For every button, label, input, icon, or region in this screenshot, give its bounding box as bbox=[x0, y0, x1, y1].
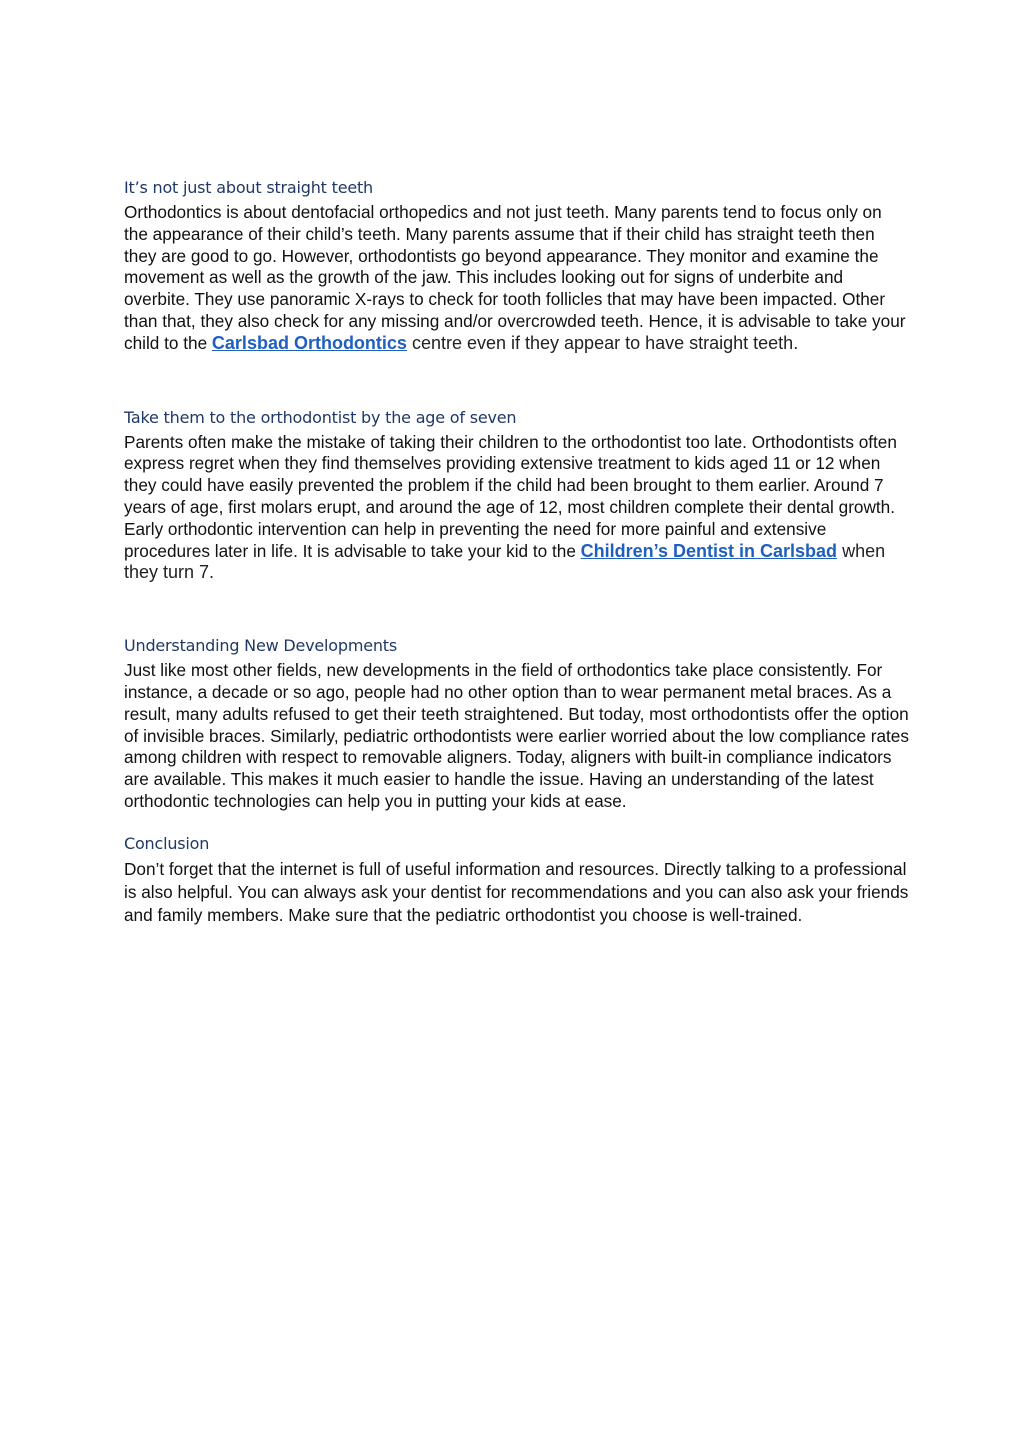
section-age-of-seven bbox=[124, 408, 909, 585]
section-heading: It’s not just about straight teeth bbox=[124, 178, 373, 197]
section-heading: Conclusion bbox=[124, 833, 210, 853]
section-heading: Understanding New Developments bbox=[124, 636, 398, 656]
section-new-developments bbox=[124, 636, 909, 813]
body-tail-text: when they turn 7. bbox=[124, 540, 886, 583]
section-conclusion bbox=[124, 834, 909, 928]
section-body: Just like most other fields, new developments in the field of orthodontics take place consistently. For instance, a decade or so ago, people had no other option than to wear permanent metal braces. As a result, many adults refused to get their teeth straightened. But today, most orthodontists offer the option of invisible braces. Similarly, pediatric orthodontists were earlier worried about the low compliance rates among children with respect to removable aligners. Today, aligners with built-in compliance indicators are available. This makes it much easier to handle the issue. Having an understanding of the latest orthodontic technologies can help you in putting your kids at ease. bbox=[124, 660, 909, 811]
body-text: Parents often make the mistake of taking their children to the orthodontist too late. Orthodontists often express regret when they find themselves providing extensive treatment to kids aged 11 or 12 when they could have easily prevented the problem if the child had been brought to them earlier. Around 7 years of age, first molars erupt, and around the age of 12, most children complete their dental growth. Early orthodontic intervention can help in preventing the need for more painful and extensive procedures later in life. It is advisable to take your kid to the bbox=[124, 431, 897, 561]
section-body bbox=[124, 432, 909, 585]
document-page bbox=[124, 178, 909, 927]
section-heading: Take them to the orthodontist by the age of seven bbox=[124, 407, 517, 427]
section-straight-teeth bbox=[124, 178, 909, 355]
childrens-dentist-link[interactable]: Children’s Dentist in Carlsbad bbox=[580, 540, 838, 561]
body-text: Orthodontics is about dentofacial orthopedics and not just teeth. Many parents tend to focus only on the appearance of their child’s teeth. Many parents assume that if their child has straight teeth then they are good to go. However, orthodontists go beyond appearance. They monitor and examine the movement as well as the growth of the jaw. This includes looking out for signs of underbite and overbite. They use panoramic X-rays to check for tooth follicles that may have been impacted. Other than that, they also check for any missing and/or overcrowded teeth. Hence, it is advisable to take your child to the bbox=[124, 202, 906, 353]
section-body: Don’t forget that the internet is full of useful information and resources. Directly talking to a professional is also helpful. You can always ask your dentist for recommendations and you can also ask your friends and family members. Make sure that the pediatric orthodontist you choose is well-trained. bbox=[124, 858, 909, 926]
body-tail-text: centre even if they appear to have straight teeth. bbox=[406, 332, 799, 353]
section-body bbox=[124, 202, 909, 355]
carlsbad-orthodontics-link[interactable]: Carlsbad Orthodontics bbox=[211, 332, 407, 353]
